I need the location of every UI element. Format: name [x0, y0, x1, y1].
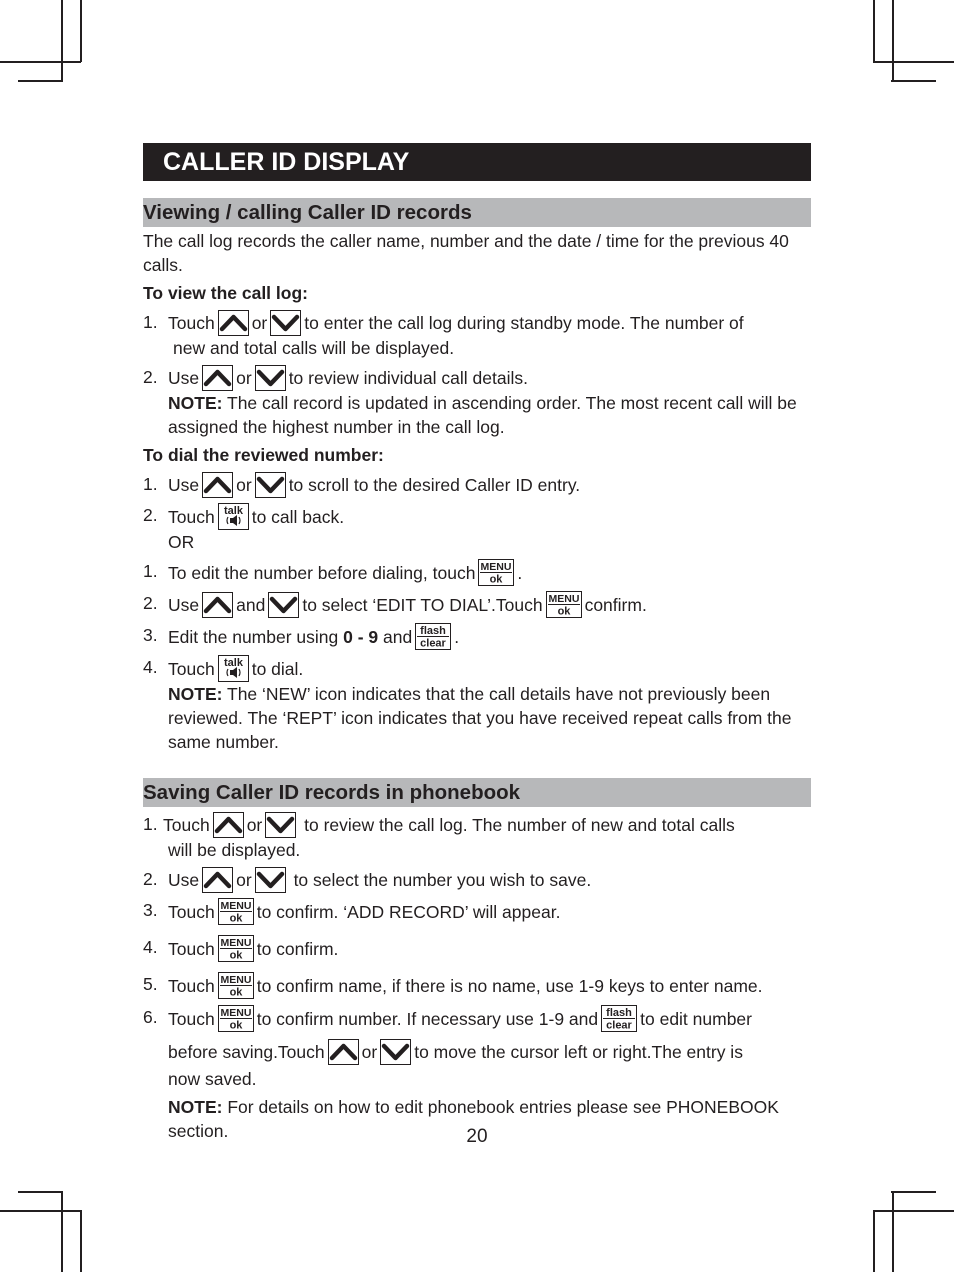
list-item: 3. Edit the number using 0 - 9 and flash clear .	[143, 625, 460, 649]
svg-text:ok: ok	[229, 949, 243, 961]
crop-mark	[80, 1210, 82, 1272]
list-item: 4. Touch MENU ok to confirm.	[143, 937, 339, 961]
crop-mark	[18, 80, 63, 82]
crop-mark	[892, 1191, 894, 1272]
menu-ok-icon	[546, 591, 582, 618]
chevron-down-icon	[268, 592, 299, 618]
svg-text:flash: flash	[420, 625, 447, 637]
list-item: 2. Touch talk to call back.	[143, 503, 811, 530]
svg-text:clear: clear	[420, 637, 447, 649]
note: NOTE: The call record is updated in ascending order. The most recent call will be assigned the highest number in the call log.	[168, 393, 797, 437]
list-item: 1. Touch or to enter the call log during standby mode. The number of new and total calls will be displayed.	[143, 312, 744, 358]
svg-text:clear: clear	[606, 1019, 632, 1031]
list-item: 1. Touch or to review the call log. The number of new and total calls will be displayed.	[143, 814, 735, 860]
svg-text:MENU: MENU	[480, 561, 512, 573]
list-item: 2. Use or to review individual call details.	[143, 365, 811, 391]
svg-text:ok: ok	[490, 573, 503, 585]
flash-clear-icon	[415, 623, 451, 650]
crop-mark	[873, 0, 875, 62]
menu-ok-icon	[478, 559, 514, 586]
list-item: 6. Touch MENU ok to confirm number. If necessary use 1-9 and flash clear to edit number before saving.Touch or to move the cursor left or right.The entry is now saved.	[143, 1007, 752, 1089]
crop-mark	[0, 1210, 81, 1212]
crop-mark	[891, 1191, 936, 1193]
svg-text:flash: flash	[606, 1007, 632, 1019]
section-heading-saving: Saving Caller ID records in phonebook	[143, 778, 811, 807]
intro-text: The call log records the caller name, number and the date / time for the previous 40 calls.	[143, 231, 789, 275]
or-text: OR	[168, 532, 195, 552]
note: NOTE: The ‘NEW’ icon indicates that the call details have not previously been reviewed. The ‘REPT’ icon indicates that you have received repeat calls from the same number.	[168, 684, 792, 752]
chevron-down-icon	[270, 310, 301, 336]
chevron-up-icon	[328, 1039, 359, 1065]
crop-mark	[873, 61, 954, 63]
svg-text:talk: talk	[223, 657, 243, 669]
svg-text:MENU: MENU	[220, 1007, 252, 1019]
note: NOTE: For details on how to edit phonebook entries please see PHONEBOOK section.	[168, 1097, 779, 1141]
chevron-up-icon	[202, 472, 233, 498]
list-item: 2. Use and to select ‘EDIT TO DIAL’.Touch MENU ok confirm.	[143, 593, 647, 617]
menu-ok-icon	[218, 1005, 254, 1032]
flash-clear-icon	[601, 1005, 637, 1032]
dial-heading: To dial the reviewed number:	[143, 445, 384, 465]
crop-mark	[0, 61, 81, 63]
svg-text:MENU: MENU	[220, 974, 252, 986]
list-item: 3. Touch MENU ok to confirm. ‘ADD RECORD’ will appear.	[143, 900, 561, 924]
chevron-up-icon	[218, 310, 249, 336]
chevron-up-icon	[202, 592, 233, 618]
chevron-down-icon	[255, 365, 286, 391]
list-item: 4. Touch talk to dial.	[143, 655, 811, 682]
talk-speaker-icon	[218, 503, 249, 530]
crop-mark	[80, 0, 82, 62]
crop-mark	[61, 1191, 63, 1272]
svg-text:MENU: MENU	[220, 937, 252, 949]
chevron-down-icon	[255, 472, 286, 498]
page-number: 20	[466, 1126, 488, 1147]
svg-text:ok: ok	[229, 986, 243, 998]
chevron-up-icon	[202, 365, 233, 391]
chevron-down-icon	[265, 812, 296, 838]
svg-text:ok: ok	[229, 912, 243, 924]
menu-ok-icon	[218, 972, 254, 999]
chevron-down-icon	[255, 867, 286, 893]
list-item: 1. To edit the number before dialing, touch MENU ok .	[143, 561, 523, 585]
view-log-heading: To view the call log:	[143, 283, 308, 303]
svg-text:MENU: MENU	[548, 593, 580, 605]
crop-mark	[61, 0, 63, 81]
list-item: 1. Use or to scroll to the desired Caller ID entry.	[143, 472, 811, 498]
crop-mark	[18, 1191, 63, 1193]
list-item: 2. Use or to select the number you wish to save.	[143, 867, 811, 893]
talk-speaker-icon	[218, 655, 249, 682]
svg-text:talk: talk	[223, 505, 243, 517]
chevron-up-icon	[213, 812, 244, 838]
svg-text:ok: ok	[229, 1019, 243, 1031]
crop-mark	[891, 80, 936, 82]
crop-mark	[873, 1210, 875, 1272]
menu-ok-icon	[218, 898, 254, 925]
chevron-up-icon	[202, 867, 233, 893]
svg-text:MENU: MENU	[220, 900, 252, 912]
list-item: 5. Touch MENU ok to confirm name, if there is no name, use 1-9 keys to enter name.	[143, 974, 763, 998]
chevron-down-icon	[380, 1039, 411, 1065]
menu-ok-icon	[218, 935, 254, 962]
crop-mark	[892, 0, 894, 81]
svg-text:ok: ok	[557, 605, 570, 617]
page-content	[143, 143, 811, 1143]
page-title: CALLER ID DISPLAY	[143, 143, 811, 181]
crop-mark	[873, 1210, 954, 1212]
section-heading-viewing: Viewing / calling Caller ID records	[143, 198, 811, 227]
